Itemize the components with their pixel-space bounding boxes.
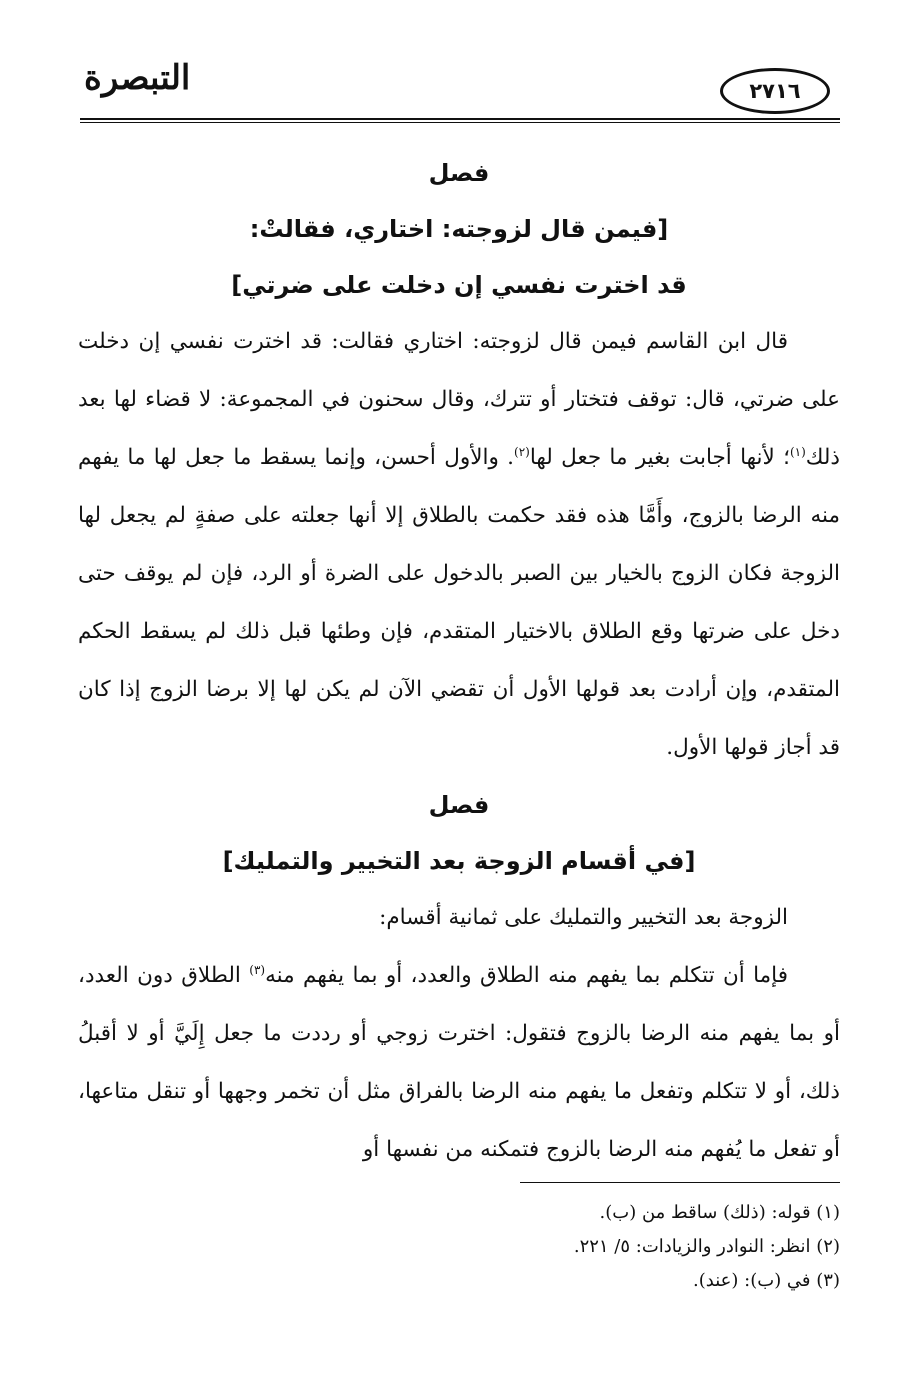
paragraph	[78, 313, 840, 777]
paragraph-text: قال ابن القاسم فيمن قال لزوجته: اختاري فقالت: قد اخترت نفسي إن دخلت على ضرتي، قال: توقف فتختار أو تترك، وقال سحنون في المجموعة: لا قضاء لها بعد ذلك	[78, 329, 841, 470]
footnote-ref: (٢)	[514, 444, 530, 459]
section-heading-line2: قد اخترت نفسي إن دخلت على ضرتي]	[231, 271, 687, 299]
footnote-separator	[520, 1182, 840, 1183]
paragraph-text: فإما أن تتكلم بما يفهم منه الطلاق والعدد، أو بما يفهم منه	[265, 963, 788, 988]
paragraph-text: . والأول أحسن، وإنما يسقط ما جعل لها ما يفهم منه الرضا بالزوج، وأَمَّا هذه فقد حكمت بالطلاق إلا أنها جعلته على صفةٍ لم يجعل لها الزوجة فكان الزوج بالخيار بين الصبر بالدخول على الضرة أو الرد، فإن لم يوقف حتى دخل على ضرتها وقع الطلاق بالاختيار المتقدم، فإن وطئها قبل ذلك لم يسقط الحكم المتقدم، وإن أرادت بعد قولها الأول أن تقضي الآن لم يكن لها إلا برضا الزوج إذا كان قد أجاز قولها الأول.	[78, 445, 840, 760]
paragraph	[78, 947, 840, 1179]
section-label: فصل	[428, 159, 490, 187]
section-label: فصل	[428, 791, 490, 819]
section-heading: [في أقسام الزوجة بعد التخيير والتمليك]	[222, 847, 696, 875]
book-title: التبصرة	[84, 58, 191, 98]
header-rule	[80, 118, 840, 120]
paragraph-text: ؛ لأنها أجابت بغير ما جعل لها	[529, 445, 790, 470]
footnote: (٣) في (ب): (عند).	[693, 1270, 840, 1291]
paragraph: الزوجة بعد التخيير والتمليك على ثمانية أقسام:	[379, 905, 788, 930]
header-rule-thin	[80, 122, 840, 123]
section-heading-line1: [فيمن قال لزوجته: اختاري، فقالتْ:	[249, 215, 669, 243]
footnote: (٢) انظر: النوادر والزيادات: ٥/ ٢٢١.	[573, 1236, 840, 1257]
page-number-oval	[720, 68, 830, 114]
footnote: (١) قوله: (ذلك) ساقط من (ب).	[599, 1202, 840, 1223]
footnote-ref: (٣)	[249, 962, 266, 977]
page-number: ٢٧١٦	[749, 79, 801, 103]
paragraph-text: الطلاق دون العدد، أو بما يفهم منه الرضا بالزوج فتقول: اخترت زوجي أو رددت ما جعل إِلَيَّ أو لا أقبلُ ذلك، أو لا تتكلم وتفعل ما يفهم منه الرضا بالفراق مثل أن تخمر وجهها أو تنقل متاعها، أو تفعل ما يُفهم منه الرضا بالزوج فتمكنه من نفسها أو	[78, 963, 840, 1162]
running-header	[80, 52, 840, 116]
footnote-ref: (١)	[789, 444, 806, 459]
footnotes	[78, 1196, 840, 1298]
main-text	[78, 145, 840, 1179]
